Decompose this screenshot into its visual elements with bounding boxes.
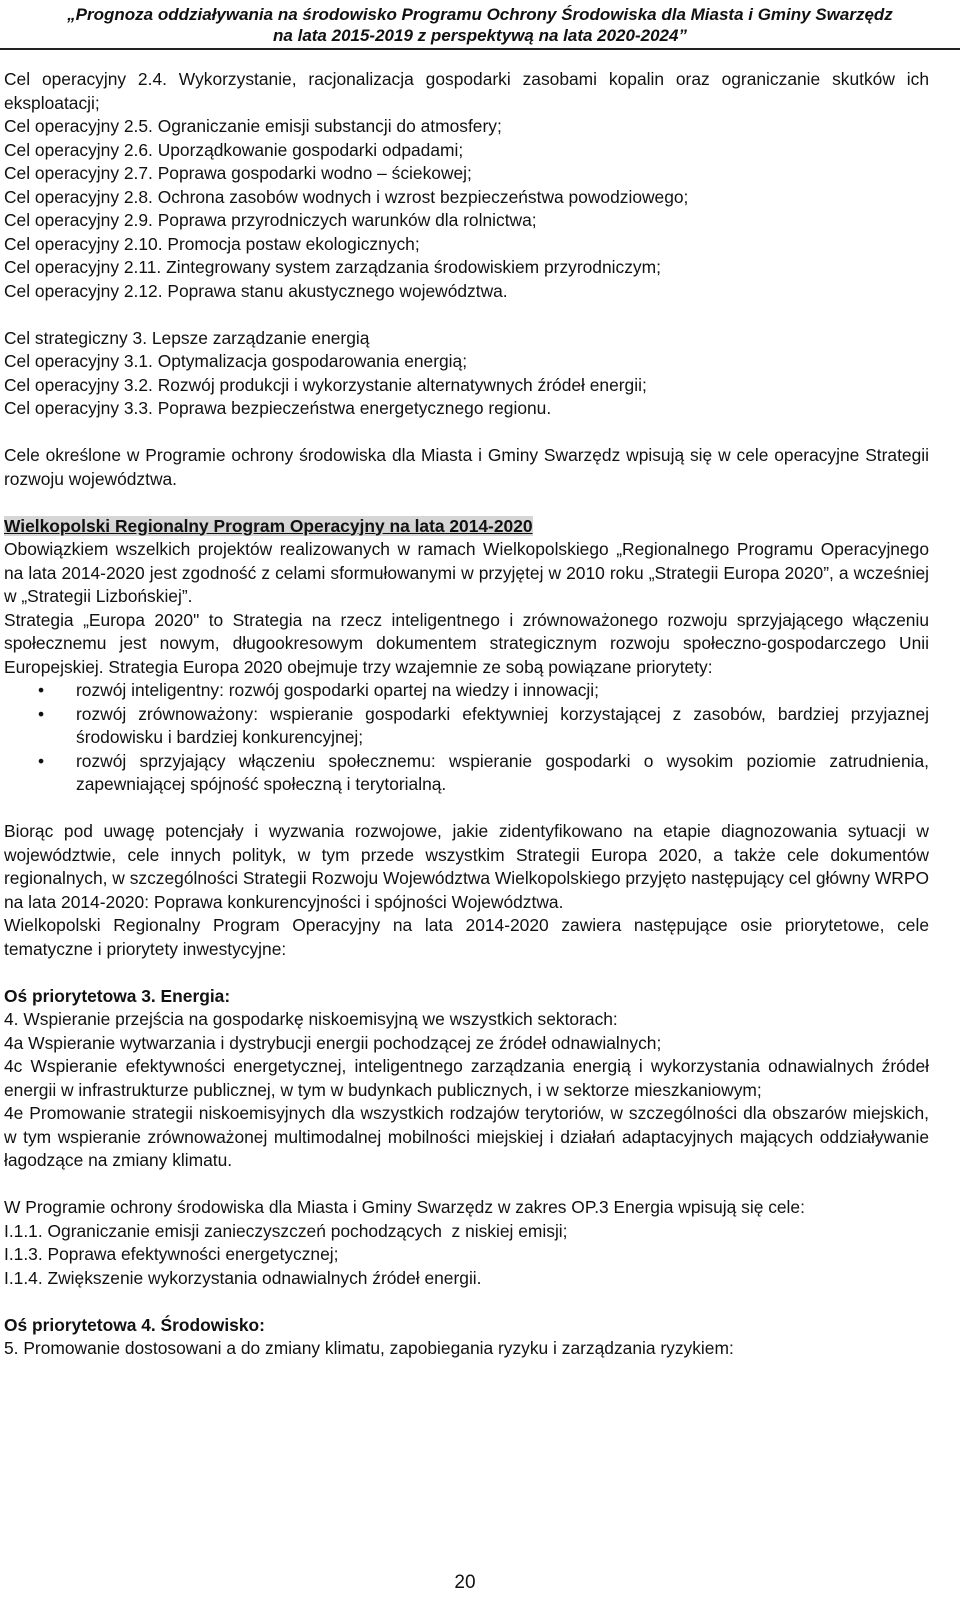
spacer [4,797,929,821]
axis-item: 4c Wspieranie efektywności energetycznej, inteligentnego zarządzania energią i wykorzystania odnawialnych źródeł energii w infrastrukturze publicznej, w tym w budynkach publicznych, i w sektorze mieszkaniowym; [4,1056,929,1100]
header-line-1: „Prognoza oddziaływania na środowisko Programu Ochrony Środowiska dla Miasta i Gminy Swarzędz [67,5,893,24]
objective-item: Cel operacyjny 2.11. Zintegrowany system zarządzania środowiskiem przyrodniczym; [4,257,661,277]
axis-item: 5. Promowanie dostosowani a do zmiany klimatu, zapobiegania ryzyku i zarządzania ryzykiem: [4,1338,734,1358]
list-item [4,679,929,703]
page-number: 20 [454,1572,476,1593]
paragraph: Obowiązkiem wszelkich projektów realizowanych w ramach Wielkopolskiego „Regionalnego Programu Operacyjnego na lata 2014-2020 jest zgodność z celami sformułowanymi w przyjętej w 2010 roku „Strategii Europa 2020”, a wcześniej w „Strategii Lizbońskiej”. [4,539,929,606]
objective-item: Cel operacyjny 2.9. Poprawa przyrodniczych warunków dla rolnictwa; [4,210,537,230]
paragraph: W Programie ochrony środowiska dla Miasta i Gminy Swarzędz w zakres OP.3 Energia wpisują się cele: [4,1197,805,1217]
objective-item: Cel operacyjny 3.1. Optymalizacja gospodarowania energią; [4,351,468,371]
axis-item: 4. Wspieranie przejścia na gospodarkę niskoemisyjną we wszystkich sektorach: [4,1009,618,1029]
paragraph: Wielkopolski Regionalny Program Operacyjny na lata 2014-2020 zawiera następujące osie priorytetowe, cele tematyczne i priorytety inwestycyjne: [4,915,929,959]
bullet-icon: • [38,680,45,700]
header-divider [0,48,960,50]
objective-item: Cel operacyjny 2.8. Ochrona zasobów wodnych i wzrost bezpieczeństwa powodziowego; [4,186,689,207]
paragraph-cele: Cele określone w Programie ochrony środowiska dla Miasta i Gminy Swarzędz wpisują się w cele operacyjne Strategii rozwoju województwa. [4,445,929,489]
list-item [4,703,929,750]
objectives-list-2 [4,327,929,421]
page-header [0,4,960,46]
objective-item: Cel operacyjny 2.10. Promocja postaw ekologicznych; [4,233,420,254]
section-heading: Oś priorytetowa 4. Środowisko: [4,1314,265,1335]
strategic-objective: Cel strategiczny 3. Lepsze zarządzanie energią [4,327,370,348]
bullet-icon: • [38,703,45,724]
program-item: I.1.3. Poprawa efektywności energetycznej; [4,1244,339,1264]
spacer [4,961,929,985]
priorities-list [4,679,929,797]
section-heading: Wielkopolski Regionalny Program Operacyjny na lata 2014-2020 [4,515,533,536]
paragraph: Biorąc pod uwagę potencjały i wyzwania rozwojowe, jakie zidentyfikowano na etapie diagnozowania sytuacji w województwie, cele innych polityk, w tym przede wszystkim Strategii Europa 2020, a także cele dokumentów regionalnych, w szczególności Strategii Rozwoju Województwa Wielkopolskiego przyjęto następujący cel główny WRPO na lata 2014-2020: Poprawa konkurencyjności i spójności Województwa. [4,821,929,912]
objective-item: Cel operacyjny 3.2. Rozwój produkcji i wykorzystanie alternatywnych źródeł energii; [4,374,647,395]
page-body [4,68,929,1361]
list-item-text: rozwój sprzyjający włączeniu społecznemu: wspieranie gospodarki o wysokim poziomie zatrudnienia, zapewniającej spójność społeczną i terytorialną. [76,750,929,794]
list-item-text: rozwój inteligentny: rozwój gospodarki opartej na wiedzy i innowacji; [76,680,599,700]
program-item: I.1.4. Zwiększenie wykorzystania odnawialnych źródeł energii. [4,1267,482,1288]
list-item-text: rozwój zrównoważony: wspieranie gospodarki efektywniej korzystającej z zasobów, bardziej przyjaznej środowisku i bardziej konkurencyjnej; [76,703,929,747]
bullet-icon: • [38,750,45,771]
header-line-2: na lata 2015-2019 z perspektywą na lata 2020-2024” [273,26,687,45]
spacer [4,491,929,515]
spacer [4,421,929,445]
objective-item: Cel operacyjny 2.12. Poprawa stanu akustycznego województwa. [4,280,508,301]
section-axis-4 [4,1314,929,1361]
paragraph: Strategia „Europa 2020" to Strategia na rzecz inteligentnego i zrównoważonego rozwoju sprzyjającego włączeniu społecznemu jest nowym, długookresowym dokumentem strategicznym rozwoju społeczno-gospodarczego Unii Europejskiej. Strategia Europa 2020 obejmuje trzy wzajemnie ze sobą powiązane priorytety: [4,609,929,677]
section-heading: Oś priorytetowa 3. Energia: [4,985,231,1006]
objective-item: Cel operacyjny 3.3. Poprawa bezpieczeństwa energetycznego regionu. [4,398,552,418]
axis-item: 4a Wspieranie wytwarzania i dystrybucji energii pochodzącej ze źródeł odnawialnych; [4,1032,662,1053]
section-wrpo [4,515,929,962]
objective-item: Cel operacyjny 2.6. Uporządkowanie gospodarki odpadami; [4,139,464,160]
program-item: I.1.1. Ograniczanie emisji zanieczyszczeń pochodzących z niskiej emisji; [4,1220,568,1241]
section-program-op3 [4,1196,929,1290]
spacer [4,303,929,327]
objective-item: Cel operacyjny 2.5. Ograniczanie emisji substancji do atmosfery; [4,116,502,136]
objective-item: Cel operacyjny 2.4. Wykorzystanie, racjonalizacja gospodarki zasobami kopalin oraz ograniczanie skutków ich eksploatacji; [4,69,929,113]
objectives-list-1 [4,68,929,303]
spacer [4,1173,929,1197]
section-axis-3 [4,985,929,1173]
list-item [4,750,929,797]
objective-item: Cel operacyjny 2.7. Poprawa gospodarki wodno – ściekowej; [4,163,472,183]
spacer [4,1290,929,1314]
axis-item: 4e Promowanie strategii niskoemisyjnych dla wszystkich rodzajów terytoriów, w szczególności dla obszarów miejskich, w tym wspieranie zrównoważonej multimodalnej mobilności miejskiej i działań adaptacyjnych mających oddziaływanie łagodzące na zmiany klimatu. [4,1103,929,1170]
